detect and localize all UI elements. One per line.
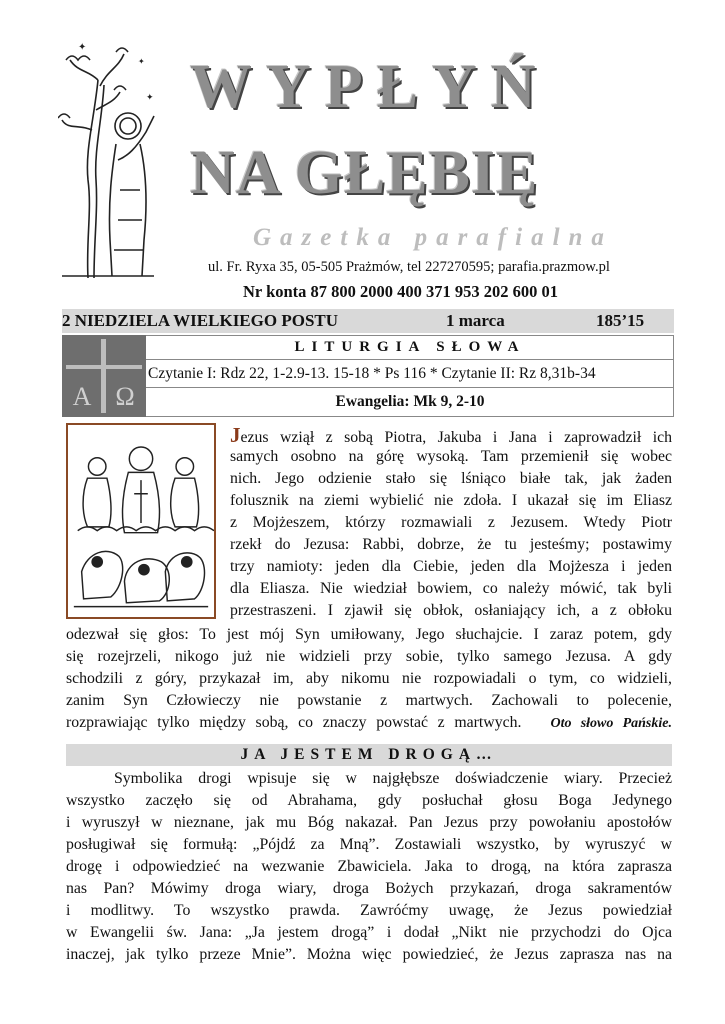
section-title: JA JESTEM DROGĄ…	[240, 746, 498, 763]
gospel-line: samych osobno na górę wysoką. Tam przemienił się wobec	[230, 448, 672, 465]
article-line: Symbolika drogi wpisuje się w najgłębsze doświadczenie wiary. Przecież	[114, 770, 672, 787]
svg-text:✦: ✦	[78, 42, 87, 53]
gospel-line: się rozejrzeli, nikogo już nie widzieli przy sobie, tylko samego Jezusa. A gdy	[66, 648, 672, 665]
gospel-line: z Mojżeszem, którzy rozmawiali z Jezusem. Wtedy Piotr	[230, 514, 672, 531]
gospel-last-line: rozprawiając tylko między sobą, co znaczy powstać z martwych. Oto słowo Pańskie.	[66, 714, 672, 731]
article-line: posługiwał się formułą: „Pójdź za Mną”. Zostawiali wszystko, by wyruszyć w	[66, 836, 672, 853]
liturgy-title: LITURGIA SŁOWA	[294, 339, 526, 355]
issue-date: 1 marca	[446, 311, 505, 330]
gospel-line: trzy namioty: jeden dla Ciebie, jeden dla Mojżesza i jeden	[230, 558, 672, 575]
gospel-line: przestraszeni. I zjawił się obłok, osłaniający ich, a z obłoku	[230, 602, 672, 619]
gospel-reference: Ewangelia: Mk 9, 2-10	[335, 393, 485, 410]
article-line: i modlitwy. To wszystko prawda. Zawróćmy uwagę, że Jezus powiedział	[66, 902, 672, 919]
omega-symbol: Ω	[115, 382, 135, 411]
article-line: drogę i odpowiedzieć na wezwanie Zbawiciela. Jaka to drogą, na która zaprasza	[66, 858, 672, 875]
gospel-line: Jezus wziął z sobą Piotra, Jakuba i Jana i zaprowadził ich	[230, 423, 672, 447]
masthead-title-line1: WYPŁYŃ	[190, 53, 550, 121]
issue-number: 185’15	[596, 311, 645, 330]
alpha-symbol: A	[72, 382, 92, 411]
bank-account: Nr konta 87 800 2000 400 371 953 202 600 01	[243, 282, 559, 301]
gospel-closing: Oto słowo Pańskie.	[550, 716, 672, 731]
masthead-title-line2: NA GŁĘBIĘ	[190, 139, 539, 207]
gospel-line: rzekł do Jezusa: Rabbi, dobrze, że tu jesteśmy; postawimy	[230, 536, 672, 553]
parish-address: ul. Fr. Ryxa 35, 05-505 Prażmów, tel 227270595; parafia.prazmow.pl	[208, 259, 610, 275]
gospel-line: dla Eliasza. Nie wiedział bowiem, co należy mówić, tak byli	[230, 580, 672, 597]
gospel-line: folusznik na ziemi wybielić nie zdoła. I ukazał się im Eliasz	[230, 492, 672, 509]
article-line: inaczej, jak tylko przeze Mnie”. Można więc powiedzieć, że Jezus zaprasza nas na	[66, 946, 672, 963]
svg-text:✦: ✦	[138, 57, 145, 66]
gospel-line: odezwał się głos: To jest mój Syn umiłowany, Jego słuchajcie. I zaraz potem, gdy	[66, 626, 672, 643]
article-line: w Ewangelii św. Jana: „Ja jestem drogą” i dodał „Nikt nie przychodzi do Ojca	[66, 924, 672, 941]
gospel-line: schodzili z góry, przykazał im, aby nikomu nie rozpowiadali o tym, co widzieli,	[66, 670, 672, 687]
article-line: i wyruszył w nieznane, jak mu Bóg nakazał. Pan Jezus przy powołaniu apostołów	[66, 814, 672, 831]
transfiguration-illustration	[66, 423, 216, 619]
masthead-subtitle: Gazetka parafialna	[253, 224, 613, 251]
svg-text:✦: ✦	[146, 92, 154, 102]
article-line: nas Pan? Mówimy droga wiary, droga Bożych przykazań, droga sakramentów	[66, 880, 672, 897]
liturgical-sunday: 2 NIEDZIELA WIELKIEGO POSTU	[62, 311, 339, 330]
saint-tree-illustration	[58, 40, 158, 280]
gospel-line: nich. Jego odzienie stało się lśniąco białe tak, jak żaden	[230, 470, 672, 487]
gospel-line: zanim Syn Człowieczy nie powstanie z martwych. Zachowali to polecenie,	[66, 692, 672, 709]
alpha-omega-icon	[62, 335, 146, 417]
article-line: wszystko zaczęło się od Abrahama, gdy posłuchał głosu Boga Jedynego	[66, 792, 672, 809]
readings-list: Czytanie I: Rdz 22, 1-2.9-13. 15-18 * Ps 116 * Czytanie II: Rz 8,31b-34	[148, 365, 596, 382]
gospel-dropcap: J	[230, 423, 241, 447]
